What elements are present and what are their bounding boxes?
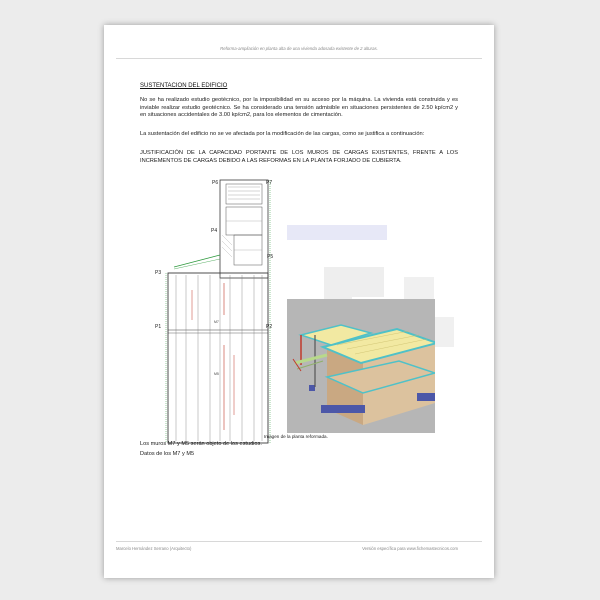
label-p2: P2 [266,324,273,330]
section-title: SUSTENTACION DEL EDIFICIO [140,83,228,89]
label-m5: M5 [214,372,219,376]
paragraph-sustentation: La sustentación del edificio no se ve afectada por la modificación de las cargas, como se justifica a continuación: [140,131,425,137]
floor-plan-drawing [154,175,274,445]
label-p5: P5 [267,254,274,260]
paragraph-geotechnical: No se ha realizado estudio geotécnico, por la imposibilidad en su acceso por la máquina. La vivienda está construida y es inviable realizar estudio geotécnico. Se ha considerado una tensión admisible en situaciones persistentes de 2.50 kp/cm2 y en situaciones accidentales de 3.00 kp/cm2, para los elementos de cimentación. [140,97,458,119]
image-caption: Imagen de la planta reformada. [264,434,328,439]
document-page [104,25,494,578]
paragraph-walls-study: Los muros M7 y M5 serán objeto de los estudios. [140,441,262,447]
footer-rule [116,541,482,542]
label-p7: P7 [266,180,273,186]
label-p4: P4 [211,228,218,234]
footer-author: Marcelo Hernández Serrano (Arquitecto) [116,546,192,551]
label-m7: M7 [214,320,219,324]
3d-model-image [287,299,435,433]
label-p3: P3 [155,270,162,276]
footer-version: Versión específica para www.fichemastecnicos.com [362,546,458,551]
paragraph-justification: JUSTIFICACIÓN DE LA CAPACIDAD PORTANTE DE LOS MUROS DE CARGAS EXISTENTES, FRENTE A LOS INCREMENTOS DE CARGAS DEBIDO A LAS REFORMAS EN LA PLANTA FORJADO DE CUBIERTA. [140,150,458,164]
header-rule [116,58,482,59]
paragraph-walls-data: Datos de los M7 y M5 [140,451,195,457]
watermark-bar [287,225,387,240]
label-p1: P1 [155,324,162,330]
label-p6: P6 [212,180,219,186]
running-header: Reforma-ampliación en planta alta de una vivienda adosada existente de 2 alturas. [220,46,378,51]
3d-model-render [287,299,435,433]
